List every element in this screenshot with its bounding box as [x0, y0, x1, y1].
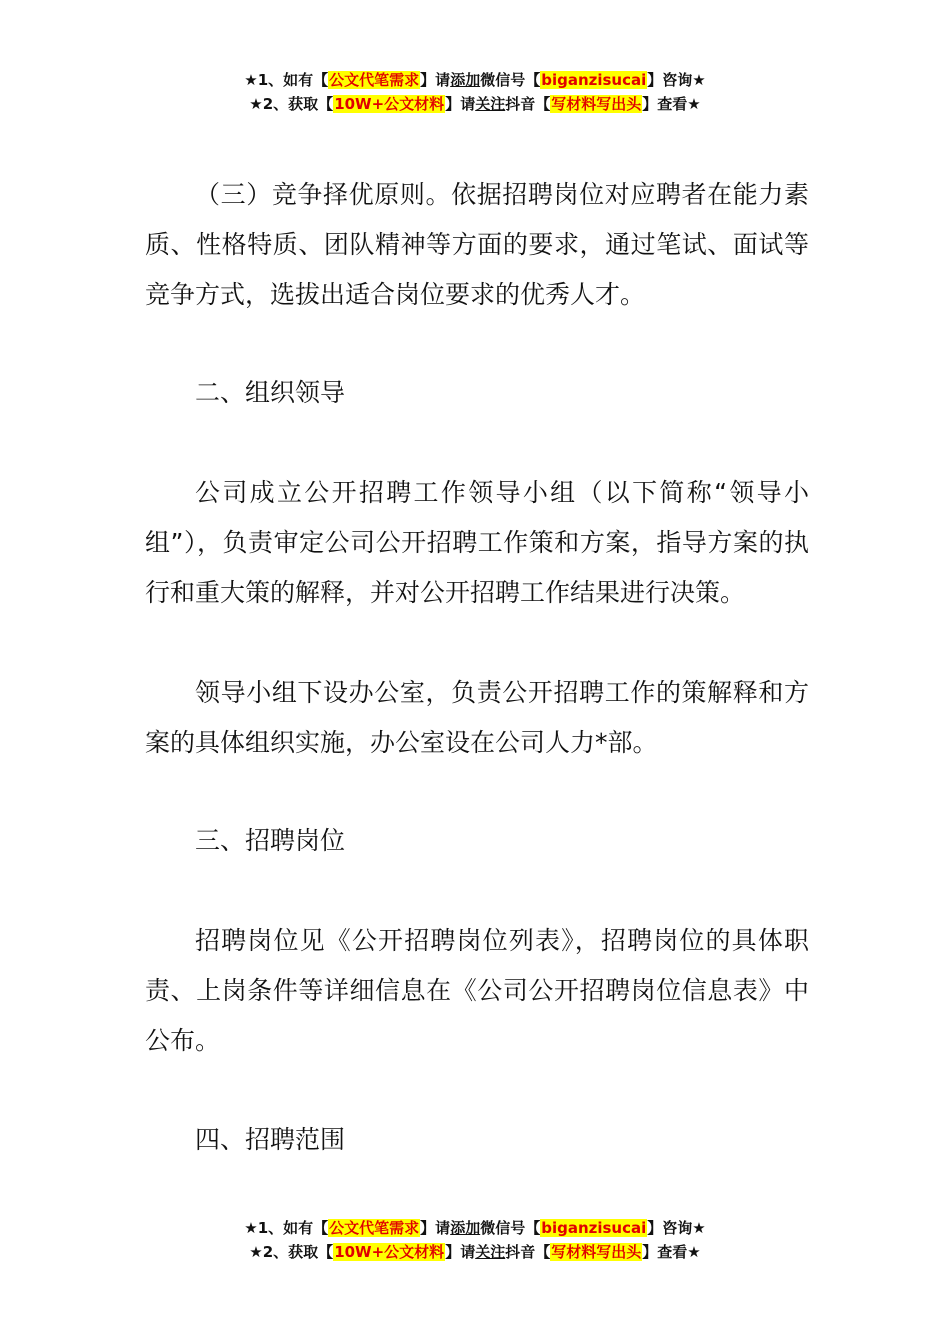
- section-heading-scope: 四、招聘范围: [195, 1125, 346, 1154]
- banner-text: 】请: [420, 71, 451, 89]
- banner-highlight: 写材料写出头: [551, 95, 642, 113]
- banner-text: 】咨询★: [647, 1219, 706, 1237]
- banner-underlined: 添加: [450, 1219, 481, 1237]
- banner-text: 抖音【: [505, 95, 551, 113]
- banner-highlight: biganzisucai: [541, 71, 647, 89]
- banner-line-1: [0, 68, 950, 92]
- banner-line-1: [0, 1216, 950, 1240]
- paragraph-office: 领导小组下设办公室，负责公开招聘工作的策解释和方案的具体组织实施，办公室设在公司人力*部。: [145, 678, 809, 757]
- banner-underlined: 关注: [475, 95, 506, 113]
- banner-highlight: 写材料写出头: [551, 1243, 642, 1261]
- banner-text: ★1、如有【: [244, 71, 329, 89]
- banner-text: ★2、获取【: [249, 95, 334, 113]
- paragraph-competition-principle: （三）竞争择优原则。依据招聘岗位对应聘者在能力素质、性格特质、团队精神等方面的要求，通过笔试、面试等竞争方式，选拔出适合岗位要求的优秀人才。: [145, 180, 809, 309]
- banner-text: 】请: [445, 1243, 476, 1261]
- banner-text: 抖音【: [505, 1243, 551, 1261]
- section-heading-organization: 二、组织领导: [195, 378, 346, 407]
- banner-text: ★1、如有【: [244, 1219, 329, 1237]
- paragraph-leadership-group: 公司成立公开招聘工作领导小组（以下简称“领导小组”），负责审定公司公开招聘工作策和方案，指导方案的执行和重大策的解释，并对公开招聘工作结果进行决策。: [145, 478, 809, 607]
- banner-highlight: 公文代笔需求: [329, 71, 420, 89]
- banner-underlined: 关注: [475, 1243, 506, 1261]
- banner-line-2: [0, 1240, 950, 1264]
- banner-highlight: 10W+公文材料: [334, 95, 445, 113]
- banner-highlight: biganzisucai: [541, 1219, 647, 1237]
- banner-line-2: [0, 92, 950, 116]
- banner-text: 微信号【: [480, 71, 541, 89]
- section-heading-positions: 三、招聘岗位: [195, 826, 346, 855]
- banner-text: ★2、获取【: [249, 1243, 334, 1261]
- paragraph-positions: 招聘岗位见《公开招聘岗位列表》，招聘岗位的具体职责、上岗条件等详细信息在《公司公开招聘岗位信息表》中公布。: [145, 926, 809, 1055]
- banner-text: 】查看★: [642, 95, 701, 113]
- banner-text: 】查看★: [642, 1243, 701, 1261]
- banner-highlight: 公文代笔需求: [329, 1219, 420, 1237]
- banner-text: 】请: [420, 1219, 451, 1237]
- header-banner: [0, 68, 950, 116]
- banner-highlight: 10W+公文材料: [334, 1243, 445, 1261]
- banner-text: 微信号【: [480, 1219, 541, 1237]
- banner-text: 】请: [445, 95, 476, 113]
- banner-underlined: 添加: [450, 71, 481, 89]
- footer-banner: [0, 1216, 950, 1264]
- banner-text: 】咨询★: [647, 71, 706, 89]
